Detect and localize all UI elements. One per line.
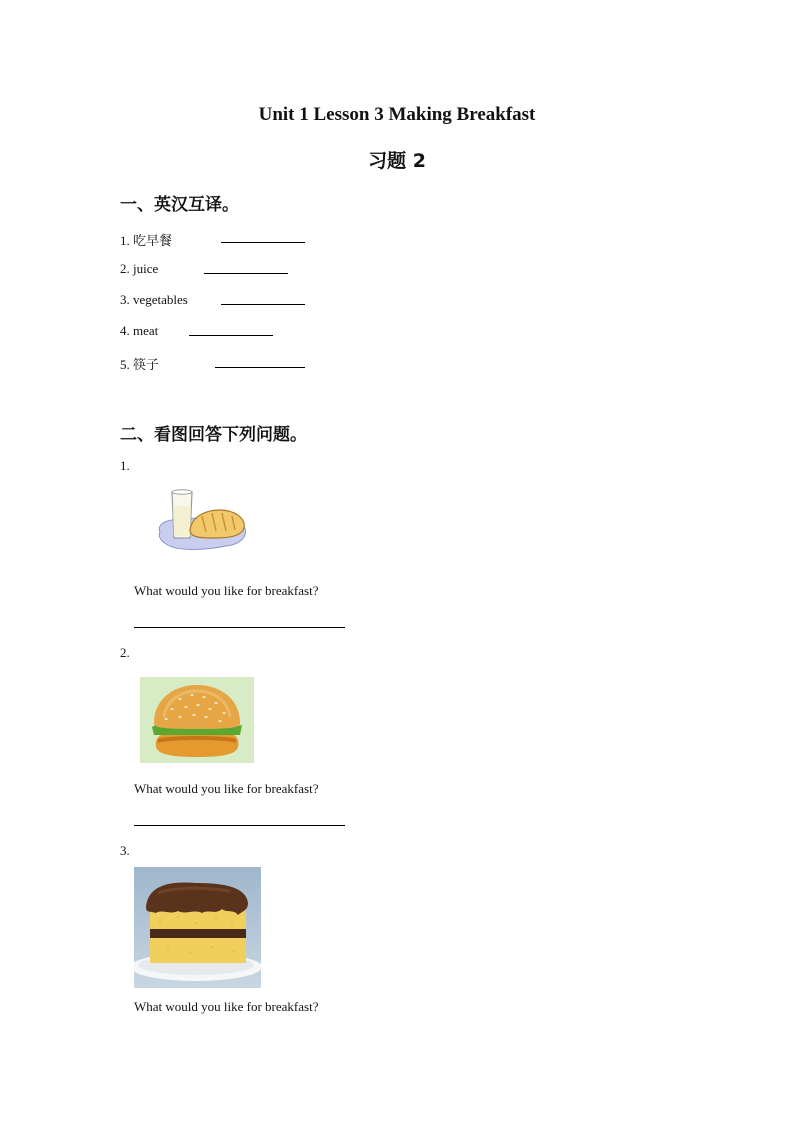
item-text: 吃早餐: [133, 234, 173, 249]
item-number: 1.: [120, 233, 130, 248]
answer-blank-1[interactable]: [221, 242, 305, 243]
answer-blank-5[interactable]: [215, 367, 305, 368]
hamburger-image: [140, 677, 254, 763]
worksheet-title: Unit 1 Lesson 3 Making Breakfast: [258, 104, 536, 125]
item-text: juice: [133, 261, 159, 276]
question-2-answer-line[interactable]: [134, 825, 345, 826]
item-number: 4.: [120, 323, 130, 338]
section-1-heading: 一、英汉互译。: [120, 195, 239, 215]
question-1-text: What would you like for breakfast?: [134, 583, 319, 598]
translation-item-1: [120, 230, 172, 249]
item-number: 3.: [120, 292, 130, 307]
question-3-number: 3.: [120, 843, 130, 858]
chocolate-cake-image: [134, 867, 261, 988]
question-3-text: What would you like for breakfast?: [134, 999, 319, 1014]
translation-item-4: [120, 323, 158, 339]
milk-and-bread-image: [154, 486, 250, 554]
item-number: 5.: [120, 357, 130, 372]
answer-blank-2[interactable]: [204, 273, 288, 274]
question-1-number: 1.: [120, 458, 130, 473]
worksheet-subtitle: 习题 2: [368, 150, 426, 172]
answer-blank-4[interactable]: [189, 335, 273, 336]
question-2-text: What would you like for breakfast?: [134, 781, 319, 796]
item-text: 筷子: [133, 358, 160, 373]
item-number: 2.: [120, 261, 130, 276]
item-text: meat: [133, 323, 159, 338]
translation-item-2: [120, 261, 158, 277]
translation-item-5: [120, 354, 159, 373]
answer-blank-3[interactable]: [221, 304, 305, 305]
section-2-heading: 二、看图回答下列问题。: [120, 425, 307, 445]
question-1-answer-line[interactable]: [134, 627, 345, 628]
question-2-number: 2.: [120, 645, 130, 660]
item-text: vegetables: [133, 292, 188, 307]
translation-item-3: [120, 292, 188, 308]
